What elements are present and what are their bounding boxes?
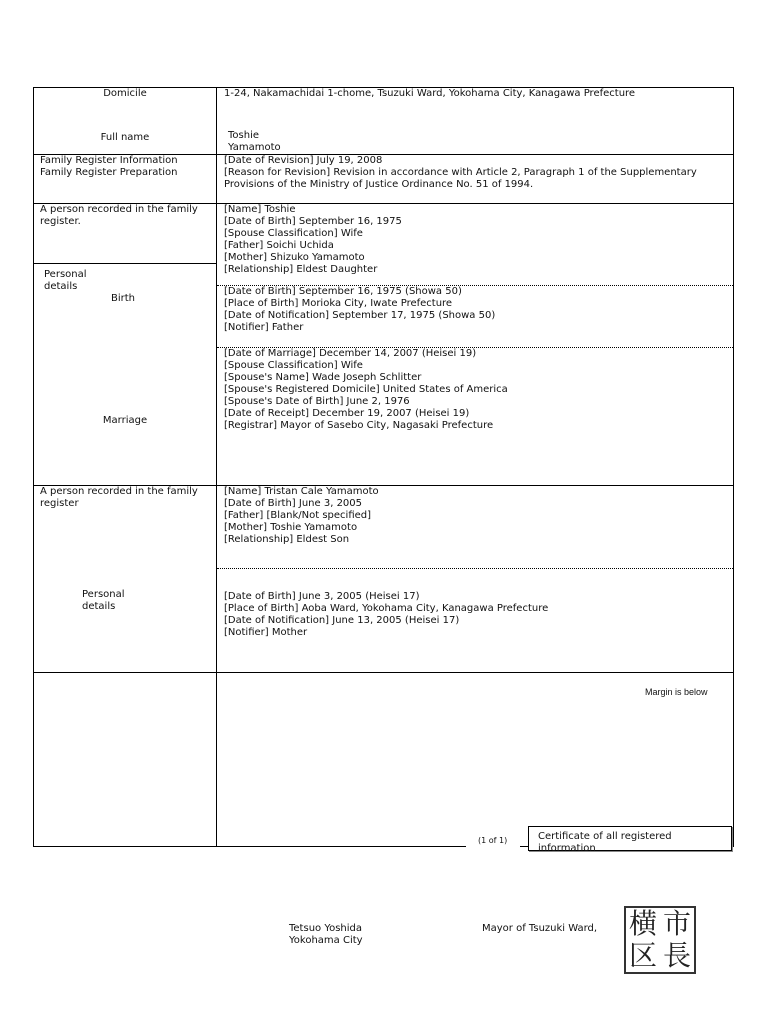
birth-line: [Place of Birth] Morioka City, Iwate Prefecture	[224, 298, 453, 309]
register-info-label-line: Family Register Preparation	[40, 167, 178, 178]
birth-label: Birth	[110, 293, 135, 304]
dotted-divider	[217, 568, 733, 569]
signer-block	[289, 923, 409, 946]
full-name-value	[228, 130, 428, 153]
person1-label	[40, 204, 198, 228]
person2-label	[40, 486, 198, 510]
detail-line: [Name] Toshie	[224, 204, 296, 215]
domicile-label: Domicile	[103, 88, 147, 99]
birth-line: [Notifier] Mother	[224, 627, 308, 638]
register-info-label-line: Family Register Information	[40, 155, 178, 166]
official-seal	[624, 906, 696, 974]
person2-details	[224, 486, 379, 546]
margin-note: Margin is below	[645, 687, 708, 697]
detail-line: [Father] Soichi Uchida	[224, 240, 334, 251]
seal-char: 横	[628, 907, 657, 940]
register-info-details	[224, 155, 697, 191]
row-divider	[33, 263, 216, 264]
person1-label-line: register.	[40, 216, 81, 227]
personal-details-label-line: Personal	[44, 269, 87, 280]
birth-line: [Date of Notification] June 13, 2005 (Heisei 17)	[224, 615, 460, 626]
register-info-label	[40, 155, 178, 179]
signer-city: Yokohama City	[289, 935, 363, 946]
table-border-bottom	[33, 846, 466, 847]
person1-birth	[224, 286, 495, 334]
signer-name: Tetsuo Yoshida	[289, 923, 363, 934]
certificate-label-box	[528, 826, 732, 854]
birth-line: [Place of Birth] Aoba Ward, Yokohama City, Kanagawa Prefecture	[224, 603, 549, 614]
marriage-line: [Date of Marriage] December 14, 2007 (Heisei 19)	[224, 348, 477, 359]
person2-birth	[224, 591, 548, 639]
row-divider	[33, 672, 734, 673]
full-name-last: Yamamoto	[228, 142, 281, 153]
birth-line: [Date of Notification] September 17, 1975 (Showa 50)	[224, 310, 496, 321]
detail-line: [Father] [Blank/Not specified]	[224, 510, 372, 521]
marriage-line: [Spouse Classification] Wife	[224, 360, 363, 371]
detail-line: [Date of Birth] September 16, 1975	[224, 216, 402, 227]
person2-personal-details-label	[82, 589, 172, 612]
personal-details-label-line: details	[44, 281, 78, 292]
certificate-label: Certificate of all registered	[538, 831, 672, 842]
person1-marriage	[224, 348, 508, 432]
detail-line: [Relationship] Eldest Daughter	[224, 264, 378, 275]
full-name-label: Full name	[100, 132, 150, 143]
marriage-line: [Spouse's Name] Wade Joseph Schlitter	[224, 372, 422, 383]
column-divider	[216, 87, 217, 847]
birth-line: [Date of Birth] September 16, 1975 (Showa 50)	[224, 286, 462, 297]
register-info-line: [Reason for Revision] Revision in accordance with Article 2, Paragraph 1 of the Supplementary	[224, 167, 697, 178]
seal-char: 区	[628, 939, 657, 972]
detail-line: [Mother] Shizuko Yamamoto	[224, 252, 365, 263]
detail-line: [Spouse Classification] Wife	[224, 228, 363, 239]
marriage-label: Marriage	[102, 415, 148, 426]
page-count: (1 of 1)	[478, 836, 508, 845]
person1-label-line: A person recorded in the family	[40, 204, 198, 215]
full-name-first: Toshie	[228, 130, 260, 141]
register-info-line: Provisions of the Ministry of Justice Ordinance No. 51 of 1994.	[224, 179, 534, 190]
seal-char: 市	[662, 907, 691, 940]
marriage-line: [Spouse's Registered Domicile] United States of America	[224, 384, 508, 395]
domicile-value: 1-24, Nakamachidai 1-chome, Tsuzuki Ward, Yokohama City, Kanagawa Prefecture	[224, 88, 636, 99]
marriage-line: [Spouse's Date of Birth] June 2, 1976	[224, 396, 410, 407]
personal-details-label-line: details	[82, 601, 116, 612]
certificate-label-line2: information	[538, 843, 596, 854]
person1-details	[224, 204, 402, 276]
mayor-title: Mayor of Tsuzuki Ward,	[482, 923, 598, 934]
table-border-right	[733, 87, 734, 847]
detail-line: [Relationship] Eldest Son	[224, 534, 350, 545]
marriage-line: [Date of Receipt] December 19, 2007 (Heisei 19)	[224, 408, 470, 419]
person1-personal-details-label	[44, 269, 134, 292]
marriage-line: [Registrar] Mayor of Sasebo City, Nagasaki Prefecture	[224, 420, 494, 431]
detail-line: [Date of Birth] June 3, 2005	[224, 498, 363, 509]
birth-line: [Date of Birth] June 3, 2005 (Heisei 17)	[224, 591, 420, 602]
detail-line: [Name] Tristan Cale Yamamoto	[224, 486, 379, 497]
register-info-line: [Date of Revision] July 19, 2008	[224, 155, 383, 166]
person2-label-line: register	[40, 498, 79, 509]
personal-details-label-line: Personal	[82, 589, 125, 600]
table-border-left	[33, 87, 34, 847]
detail-line: [Mother] Toshie Yamamoto	[224, 522, 358, 533]
person2-label-line: A person recorded in the family	[40, 486, 198, 497]
birth-line: [Notifier] Father	[224, 322, 304, 333]
seal-char: 長	[662, 939, 691, 972]
